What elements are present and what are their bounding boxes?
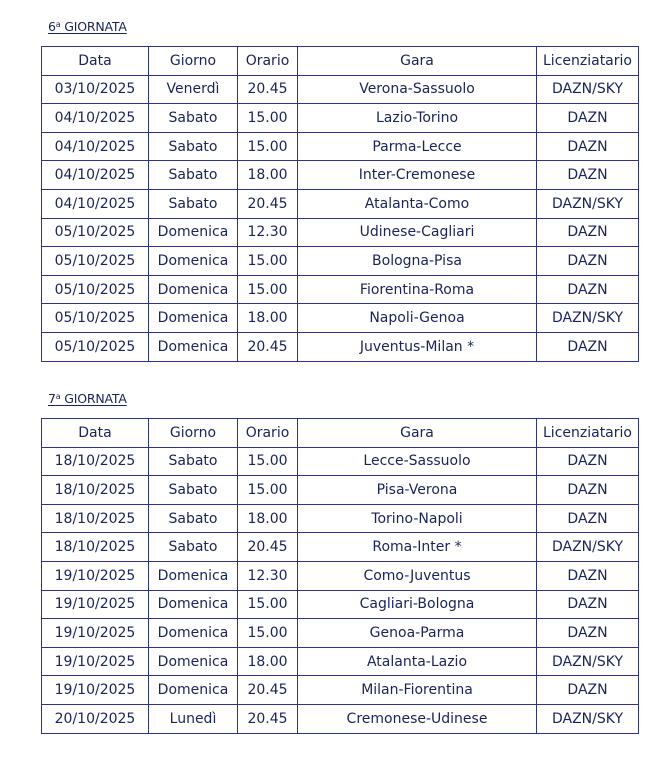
cell-match: Milan-Fiorentina <box>298 676 537 705</box>
cell-time: 15.00 <box>238 447 298 476</box>
cell-date: 19/10/2025 <box>42 619 149 648</box>
round-6-table <box>41 46 639 362</box>
table-row <box>42 533 639 562</box>
cell-match: Como-Juventus <box>298 561 537 590</box>
header-match: Gara <box>298 47 537 76</box>
table-row <box>42 332 639 361</box>
cell-date: 04/10/2025 <box>42 189 149 218</box>
round-7-rows <box>42 447 639 733</box>
cell-licensee: DAZN <box>537 247 639 276</box>
cell-date: 05/10/2025 <box>42 275 149 304</box>
cell-day: Domenica <box>149 561 238 590</box>
cell-match: Bologna-Pisa <box>298 247 537 276</box>
header-licensee: Licenziatario <box>537 419 639 448</box>
cell-date: 18/10/2025 <box>42 447 149 476</box>
cell-licensee: DAZN/SKY <box>537 304 639 333</box>
table-row <box>42 104 639 133</box>
cell-match: Lecce-Sassuolo <box>298 447 537 476</box>
cell-match: Juventus-Milan * <box>298 332 537 361</box>
cell-date: 04/10/2025 <box>42 104 149 133</box>
cell-date: 04/10/2025 <box>42 132 149 161</box>
cell-time: 15.00 <box>238 476 298 505</box>
cell-day: Domenica <box>149 619 238 648</box>
cell-time: 12.30 <box>238 561 298 590</box>
cell-match: Inter-Cremonese <box>298 161 537 190</box>
cell-match: Verona-Sassuolo <box>298 75 537 104</box>
cell-date: 19/10/2025 <box>42 647 149 676</box>
cell-match: Napoli-Genoa <box>298 304 537 333</box>
cell-licensee: DAZN <box>537 332 639 361</box>
table-row <box>42 647 639 676</box>
cell-licensee: DAZN <box>537 676 639 705</box>
cell-match: Lazio-Torino <box>298 104 537 133</box>
cell-day: Sabato <box>149 476 238 505</box>
table-row <box>42 75 639 104</box>
cell-day: Sabato <box>149 161 238 190</box>
header-row <box>42 47 639 76</box>
cell-licensee: DAZN <box>537 104 639 133</box>
cell-time: 15.00 <box>238 247 298 276</box>
cell-licensee: DAZN <box>537 504 639 533</box>
cell-day: Domenica <box>149 647 238 676</box>
cell-licensee: DAZN/SKY <box>537 704 639 733</box>
round-label: GIORNATA <box>64 19 127 34</box>
cell-date: 05/10/2025 <box>42 247 149 276</box>
cell-time: 20.45 <box>238 704 298 733</box>
round-ordinal: a <box>55 20 61 29</box>
cell-day: Domenica <box>149 275 238 304</box>
cell-licensee: DAZN <box>537 275 639 304</box>
header-match: Gara <box>298 419 537 448</box>
table-row <box>42 561 639 590</box>
header-licensee: Licenziatario <box>537 47 639 76</box>
cell-day: Sabato <box>149 504 238 533</box>
cell-licensee: DAZN/SKY <box>537 533 639 562</box>
cell-time: 20.45 <box>238 533 298 562</box>
cell-day: Domenica <box>149 676 238 705</box>
cell-date: 19/10/2025 <box>42 676 149 705</box>
cell-licensee: DAZN/SKY <box>537 189 639 218</box>
table-row <box>42 275 639 304</box>
cell-match: Cagliari-Bologna <box>298 590 537 619</box>
cell-match: Parma-Lecce <box>298 132 537 161</box>
cell-licensee: DAZN <box>537 447 639 476</box>
cell-day: Sabato <box>149 447 238 476</box>
header-day: Giorno <box>149 47 238 76</box>
round-6-rows <box>42 75 639 361</box>
table-row <box>42 447 639 476</box>
header-day: Giorno <box>149 419 238 448</box>
cell-match: Atalanta-Lazio <box>298 647 537 676</box>
cell-day: Domenica <box>149 304 238 333</box>
cell-time: 18.00 <box>238 504 298 533</box>
cell-date: 18/10/2025 <box>42 504 149 533</box>
cell-match: Cremonese-Udinese <box>298 704 537 733</box>
cell-match: Pisa-Verona <box>298 476 537 505</box>
cell-match: Genoa-Parma <box>298 619 537 648</box>
cell-date: 05/10/2025 <box>42 304 149 333</box>
cell-date: 19/10/2025 <box>42 561 149 590</box>
cell-time: 18.00 <box>238 304 298 333</box>
cell-time: 15.00 <box>238 104 298 133</box>
cell-licensee: DAZN <box>537 132 639 161</box>
cell-licensee: DAZN <box>537 590 639 619</box>
table-row <box>42 504 639 533</box>
cell-day: Sabato <box>149 104 238 133</box>
header-date: Data <box>42 47 149 76</box>
round-number: 6 <box>48 19 56 34</box>
header-row <box>42 419 639 448</box>
cell-date: 05/10/2025 <box>42 218 149 247</box>
cell-day: Sabato <box>149 132 238 161</box>
cell-time: 15.00 <box>238 619 298 648</box>
round-number: 7 <box>48 391 56 406</box>
table-row <box>42 619 639 648</box>
cell-time: 12.30 <box>238 218 298 247</box>
cell-match: Udinese-Cagliari <box>298 218 537 247</box>
round-label: GIORNATA <box>64 391 127 406</box>
cell-date: 18/10/2025 <box>42 533 149 562</box>
cell-match: Atalanta-Como <box>298 189 537 218</box>
header-date: Data <box>42 419 149 448</box>
cell-time: 18.00 <box>238 161 298 190</box>
cell-match: Torino-Napoli <box>298 504 537 533</box>
cell-day: Domenica <box>149 332 238 361</box>
round-7-table <box>41 418 639 734</box>
table-row <box>42 476 639 505</box>
cell-day: Sabato <box>149 189 238 218</box>
cell-time: 20.45 <box>238 676 298 705</box>
cell-time: 20.45 <box>238 75 298 104</box>
table-row <box>42 189 639 218</box>
table-row <box>42 304 639 333</box>
cell-licensee: DAZN <box>537 218 639 247</box>
cell-time: 20.45 <box>238 189 298 218</box>
table-row <box>42 704 639 733</box>
cell-date: 19/10/2025 <box>42 590 149 619</box>
table-row <box>42 590 639 619</box>
cell-licensee: DAZN/SKY <box>537 647 639 676</box>
cell-day: Sabato <box>149 533 238 562</box>
cell-day: Venerdì <box>149 75 238 104</box>
table-row <box>42 247 639 276</box>
cell-match: Roma-Inter * <box>298 533 537 562</box>
header-time: Orario <box>238 47 298 76</box>
cell-day: Domenica <box>149 218 238 247</box>
cell-licensee: DAZN <box>537 561 639 590</box>
cell-time: 15.00 <box>238 275 298 304</box>
cell-day: Domenica <box>149 247 238 276</box>
header-time: Orario <box>238 419 298 448</box>
cell-time: 15.00 <box>238 590 298 619</box>
table-row <box>42 676 639 705</box>
cell-licensee: DAZN <box>537 161 639 190</box>
cell-time: 20.45 <box>238 332 298 361</box>
cell-time: 15.00 <box>238 132 298 161</box>
cell-date: 18/10/2025 <box>42 476 149 505</box>
cell-date: 03/10/2025 <box>42 75 149 104</box>
table-row <box>42 218 639 247</box>
cell-licensee: DAZN/SKY <box>537 75 639 104</box>
round-ordinal: a <box>55 392 61 401</box>
cell-licensee: DAZN <box>537 619 639 648</box>
cell-match: Fiorentina-Roma <box>298 275 537 304</box>
cell-date: 04/10/2025 <box>42 161 149 190</box>
table-row <box>42 161 639 190</box>
round-6-title <box>48 19 127 34</box>
cell-day: Lunedì <box>149 704 238 733</box>
table-row <box>42 132 639 161</box>
cell-time: 18.00 <box>238 647 298 676</box>
cell-day: Domenica <box>149 590 238 619</box>
cell-date: 05/10/2025 <box>42 332 149 361</box>
round-7-title <box>48 391 127 406</box>
cell-licensee: DAZN <box>537 476 639 505</box>
cell-date: 20/10/2025 <box>42 704 149 733</box>
